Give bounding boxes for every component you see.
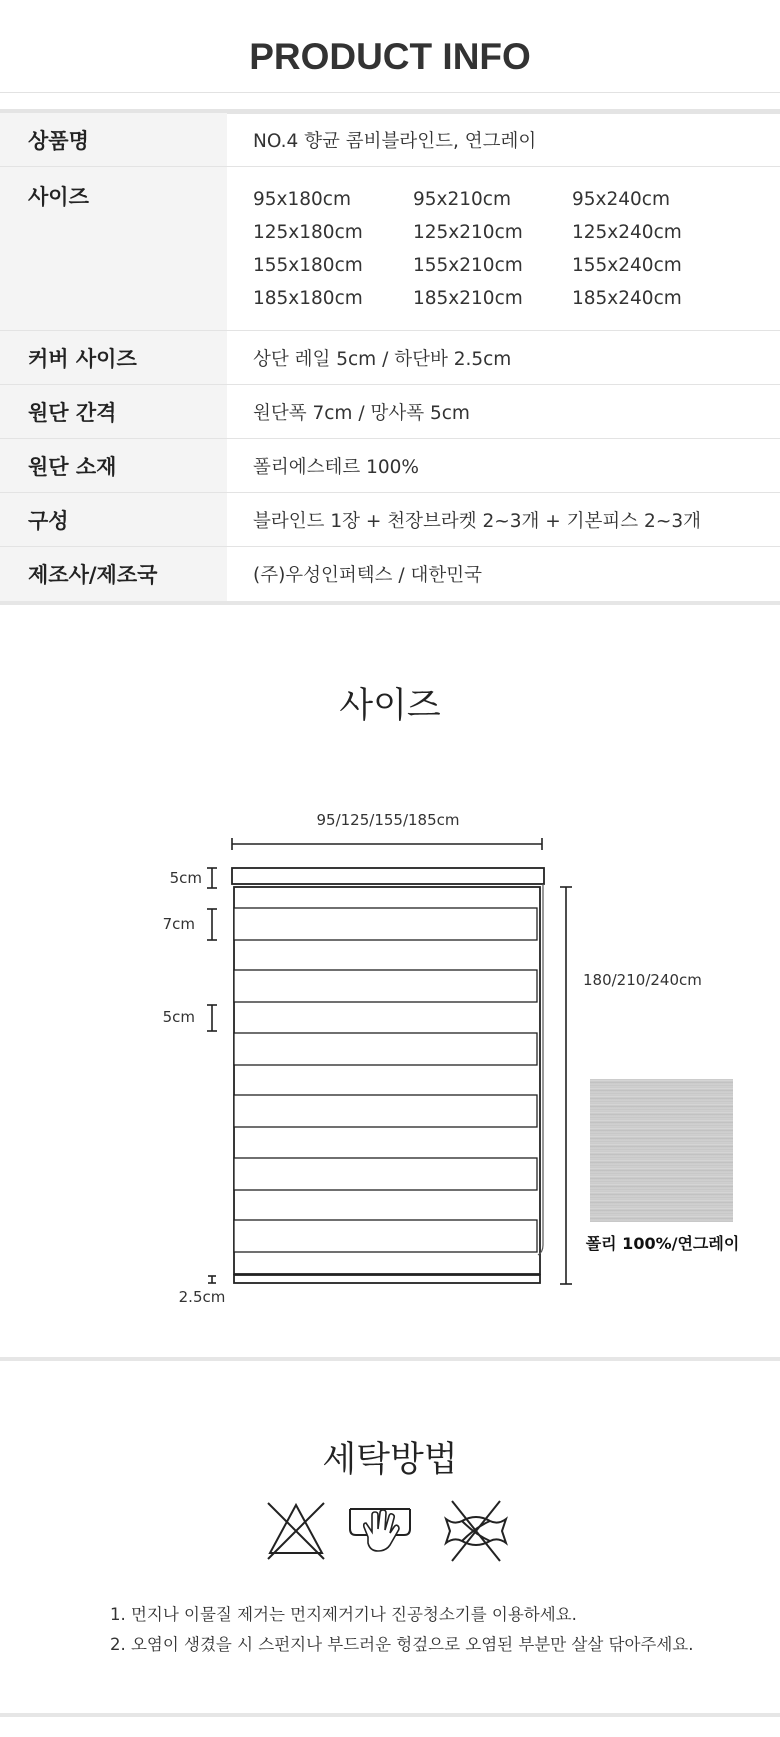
fabric-label: 7cm [162, 915, 195, 933]
bottom-bar-label: 2.5cm [178, 1288, 226, 1306]
row-label: 제조사/제조국 [0, 547, 227, 601]
size-option: 125x180cm [253, 222, 363, 243]
row-value: 폴리에스테르 100% [253, 456, 419, 478]
no-wring-icon [446, 1501, 506, 1561]
size-option: 185x210cm [413, 288, 523, 309]
row-value: 원단폭 7cm / 망사폭 5cm [253, 402, 470, 424]
bottom-bar-dimension [179, 1276, 226, 1306]
washing-note: 1. 먼지나 이물질 제거는 먼지제거기나 진공청소기를 이용하세요. [110, 1605, 577, 1624]
row-value: 상단 레일 5cm / 하단바 2.5cm [253, 348, 512, 370]
washing-notes [110, 1600, 693, 1660]
blind-body [234, 887, 540, 1274]
washing-note: 2. 오염이 생겼을 시 스펀지나 부드러운 헝겊으로 오염된 부분만 살살 닦아주세요. [110, 1635, 694, 1654]
no-bleach-icon [268, 1503, 324, 1559]
size-option: 155x240cm [572, 255, 682, 276]
washing-icons [266, 1499, 516, 1563]
size-option: 95x210cm [413, 189, 511, 210]
size-option: 155x180cm [253, 255, 363, 276]
fabric-swatch [590, 1079, 733, 1222]
row-value: (주)우성인퍼텍스 / 대한민국 [253, 565, 483, 586]
swatch-caption: 폴리 100%/연그레이 [585, 1234, 740, 1253]
rail-label: 5cm [169, 869, 202, 887]
size-option: 155x210cm [413, 255, 523, 276]
width-dimension [232, 811, 542, 850]
size-option: 185x240cm [572, 288, 682, 309]
bottom-bar [234, 1275, 540, 1283]
size-section-title: 사이즈 [339, 686, 441, 726]
row-label: 구성 [0, 493, 227, 546]
page-title: PRODUCT INFO [249, 36, 531, 77]
row-label: 커버 사이즈 [0, 331, 227, 384]
row-value: NO.4 향균 콤비블라인드, 연그레이 [253, 130, 537, 152]
size-option: 95x240cm [572, 189, 670, 210]
height-label: 180/210/240cm [583, 971, 702, 989]
hand-wash-icon [350, 1509, 410, 1551]
width-label: 95/125/155/185cm [316, 811, 460, 829]
top-rail [232, 868, 544, 884]
section-divider [0, 1357, 780, 1361]
section-divider [0, 1713, 780, 1717]
row-label: 상품명 [0, 113, 227, 166]
row-value: 블라인드 1장 + 천장브라켓 2~3개 + 기본피스 2~3개 [253, 510, 701, 532]
size-option: 125x240cm [572, 222, 682, 243]
size-option: 185x180cm [253, 288, 363, 309]
mesh-label: 5cm [162, 1008, 195, 1026]
mesh-dimension [163, 1005, 217, 1031]
size-option: 125x210cm [413, 222, 523, 243]
fabric-dimension [163, 909, 217, 940]
row-label: 원단 간격 [0, 385, 227, 438]
size-option: 95x180cm [253, 189, 351, 210]
row-label: 사이즈 [0, 167, 227, 330]
washing-section-title: 세탁방법 [322, 1440, 458, 1480]
rail-dimension [170, 868, 217, 888]
row-label: 원단 소재 [0, 439, 227, 492]
